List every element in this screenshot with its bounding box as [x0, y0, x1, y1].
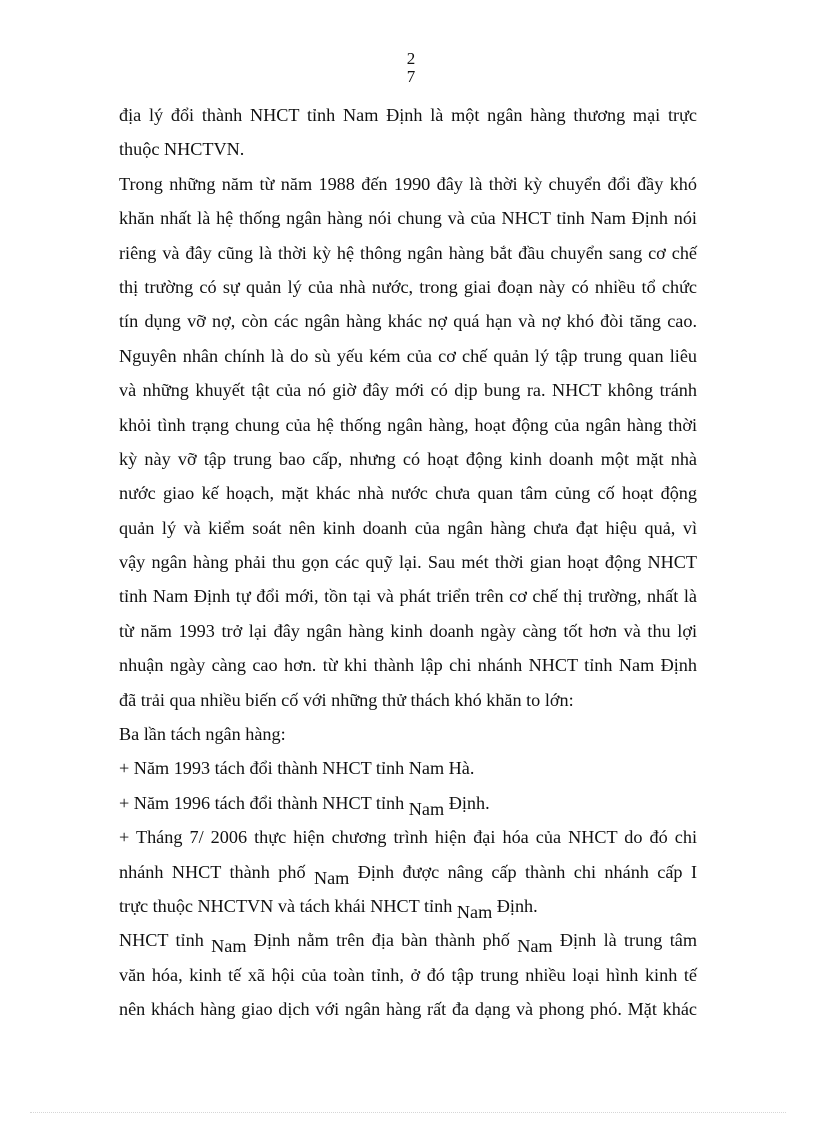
text-line [119, 923, 697, 957]
subscript-text: Nam [313, 867, 350, 888]
text-line: vậy ngân hàng phải thu gọn các quỹ lại. Sau mét thời gian hoạt động NHCT [119, 552, 697, 573]
text-line: từ năm 1993 trở lại đây ngân hàng kinh doanh ngày càng tốt hơn và thu lợi [119, 620, 697, 641]
text-line: khăn nhất là hệ thống ngân hàng nói chung và của NHCT tỉnh Nam Định nói [119, 208, 697, 229]
subscript-text: Nam [408, 798, 445, 819]
text-line: Nguyên nhân chính là do sù yếu kém của cơ chế quản lý tập trung quan liêu [119, 345, 697, 366]
text-segment: + Năm 1996 tách đổi thành NHCT tỉnh [119, 792, 409, 813]
text-line: văn hóa, kinh tế xã hội của toàn tỉnh, ở đó tập trung nhiều loại hình kinh tế [119, 964, 697, 985]
text-segment: Định. [492, 895, 538, 916]
subscript-text: Nam [517, 936, 553, 957]
text-line: Ba lần tách ngân hàng: [119, 724, 286, 745]
text-segment: Định. [444, 792, 490, 813]
subscript-text: Nam [456, 901, 493, 922]
text-line [119, 786, 697, 820]
body-text [119, 98, 697, 1027]
text-line: kỳ này vỡ tập trung bao cấp, nhưng có hoạt động kinh doanh một mặt nhà [119, 448, 697, 469]
text-line: + Năm 1993 tách đổi thành NHCT tỉnh Nam Hà. [119, 758, 475, 779]
page-bottom-divider [30, 1112, 786, 1113]
text-line: nên khách hàng giao dịch với ngân hàng rất đa dạng và phong phó. Mặt khác [119, 999, 697, 1020]
text-segment: Định nằm trên địa bàn thành phố [246, 930, 518, 951]
text-line: và những khuyết tật của nó giờ đây mới có dịp bung ra. NHCT không tránh [119, 380, 697, 401]
text-line [119, 889, 697, 923]
text-segment: trực thuộc NHCTVN và tách khái NHCT tỉnh [119, 895, 457, 916]
text-line: quản lý và kiểm soát nên kinh doanh của ngân hàng chưa đạt hiệu quả, vì [119, 517, 697, 538]
text-line: đã trải qua nhiều biến cố với những thử thách khó khăn to lớn: [119, 689, 574, 710]
page-number [396, 50, 426, 86]
text-line: thuộc NHCTVN. [119, 139, 245, 160]
text-line: khỏi tình trạng chung của hệ thống ngân hàng, hoạt động của ngân hàng thời [119, 414, 697, 435]
text-line: nước giao kế hoạch, mặt khác nhà nước chưa quan tâm củng cố hoạt động [119, 483, 697, 504]
text-segment: Định là trung tâm [552, 930, 697, 951]
text-line: + Tháng 7/ 2006 thực hiện chương trình hiện đại hóa của NHCT do đó chi [119, 827, 697, 848]
text-segment: NHCT tỉnh [119, 930, 212, 951]
page-number-bottom: 7 [406, 67, 416, 86]
page-number-top: 2 [406, 49, 416, 68]
text-line: nhuận ngày càng cao hơn. từ khi thành lập chi nhánh NHCT tỉnh Nam Định [119, 655, 697, 676]
text-line: thị trường có sự quản lý của nhà nước, trong giai đoạn này có nhiều tổ chức [119, 276, 697, 297]
text-line: tín dụng vỡ nợ, còn các ngân hàng khác nợ quá hạn và nợ khó đòi tăng cao. [119, 311, 697, 332]
text-line: riêng và đây cũng là thời kỳ hệ thông ngân hàng bắt đầu chuyển sang cơ chế [119, 242, 697, 263]
text-line: tỉnh Nam Định tự đổi mới, tồn tại và phát triển trên cơ chế thị trường, nhất là [119, 586, 697, 607]
text-line [119, 855, 697, 889]
text-line: Trong những năm từ năm 1988 đến 1990 đây là thời kỳ chuyển đổi đầy khó [119, 173, 697, 194]
text-segment: Định được nâng cấp thành chi nhánh cấp I [349, 861, 697, 882]
subscript-text: Nam [211, 936, 247, 957]
text-segment: nhánh NHCT thành phố [119, 861, 314, 882]
text-line: địa lý đổi thành NHCT tỉnh Nam Định là một ngân hàng thương mại trực [119, 105, 697, 125]
